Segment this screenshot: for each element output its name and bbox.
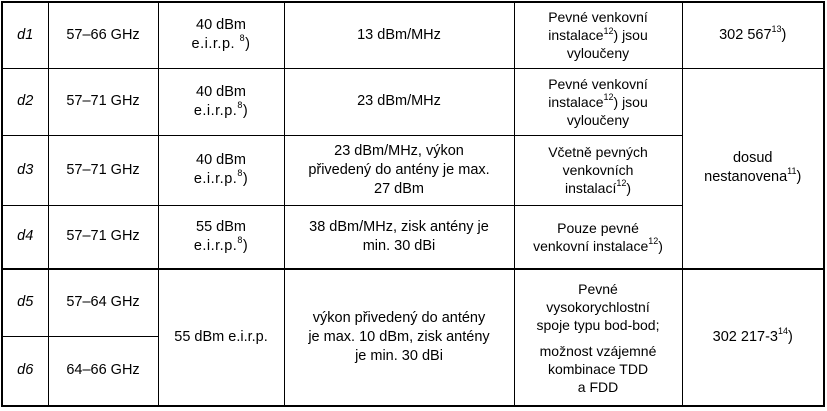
condition-cell: Včetně pevných venkovních instalací$^{12}$) (514, 135, 682, 205)
density-cell: 23 dBm/MHz (284, 68, 514, 135)
footnote-ref: 11 (787, 166, 797, 177)
density-cell: 23 dBm/MHz, výkon přivedený do antény je max. 27 dBm (284, 135, 514, 205)
standard-cell-merged: 302 $217-3^{14}$) (682, 269, 824, 406)
power-main: 40 dBm (196, 17, 246, 34)
row-id-cell: d3 (2, 135, 48, 205)
density-cell: 13 dBm/MHz (284, 2, 514, 68)
table-row (2, 269, 824, 336)
condition-cell-merged: Pevné vysokorychlostní spoje typu bod-bod; možnost vzájemné kombinace TDD a FDD (514, 269, 682, 406)
density-cell: 38 dBm/MHz, zisk antény je min. 30 dBi (284, 205, 514, 269)
footnote-ref: 14 (777, 326, 788, 337)
power-cell (158, 2, 284, 68)
standard-cell: 302 $567^{13}$) (682, 2, 824, 68)
row-id-cell: d6 (2, 336, 48, 406)
footnote-ref: 12 (616, 178, 627, 189)
condition-cell: Pouze pevné venkovní instalace$^{12}$) (514, 205, 682, 269)
table-row (2, 68, 824, 135)
footnote-ref: 8 (239, 33, 246, 44)
row-id-cell: d1 (2, 2, 48, 68)
band-cell: 64–66 GHz (48, 336, 158, 406)
row-id-cell: d4 (2, 205, 48, 269)
row-id-cell: d2 (2, 68, 48, 135)
density-cell-merged: výkon přivedený do antény je max. 10 dBm, zisk antény je min. 30 dBi (284, 269, 514, 406)
band-cell: 57–71 GHz (48, 68, 158, 135)
power-cell-merged: 55 dBm e.i.r.p. (158, 269, 284, 406)
footnote-ref: 12 (648, 236, 659, 247)
power-cell: 40 dBm e.i.r.p.$^8$) (158, 135, 284, 205)
standard-cell-merged: dosud nestanovena$^{11}$) (682, 68, 824, 269)
footnote-ref: 8 (237, 234, 243, 245)
band-cell: 57–66 GHz (48, 2, 158, 68)
band-cell: 57–64 GHz (48, 269, 158, 336)
band-cell: 57–71 GHz (48, 205, 158, 269)
power-cell: 40 dBm e.i.r.p.$^8$) (158, 68, 284, 135)
frequency-spec-table (1, 1, 825, 407)
power-cell: 55 dBm e.i.r.p.$^8$) (158, 205, 284, 269)
table-row (2, 2, 824, 68)
footnote-ref: 8 (237, 99, 243, 110)
band-cell: 57–71 GHz (48, 135, 158, 205)
condition-cell: Pevné venkovní instalace$^{12}$) jsou vyloučeny (514, 2, 682, 68)
condition-cell: Pevné venkovní instalace$^{12}$) jsou vyloučeny (514, 68, 682, 135)
row-id-cell: d5 (2, 269, 48, 336)
footnote-ref: 12 (603, 91, 614, 102)
footnote-ref: 13 (771, 23, 782, 34)
footnote-ref: 12 (603, 25, 614, 36)
footnote-ref: 8 (237, 168, 243, 179)
power-sub: e.i.r.p. $^8$) (191, 33, 251, 53)
